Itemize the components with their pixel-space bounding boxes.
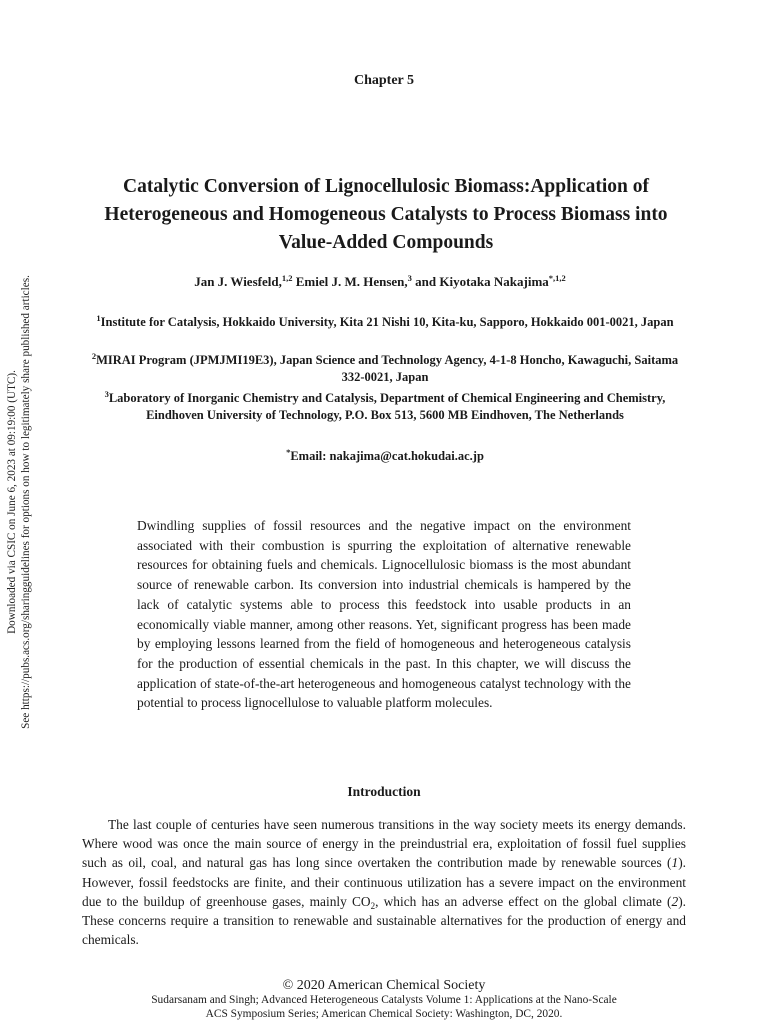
affiliation-number: 3 (104, 389, 109, 399)
affiliation-number: 1 (96, 313, 101, 323)
affiliation-text: Laboratory of Inorganic Chemistry and Catalysis, Department of Chemical Engineering and Chemistry, Eindhoven University of Technology, P.O. Box 513, 5600 MB Eindhoven, The Netherlands (108, 391, 666, 422)
author-name: Kiyotaka Nakajima (439, 274, 549, 289)
affiliation (80, 314, 690, 331)
affiliation (80, 352, 690, 386)
chapter-title: Catalytic Conversion of Lignocellulosic Biomass:Application of Heterogeneous and Homogeneous Catalysts to Process Biomass into Value-Added Compounds (104, 176, 668, 253)
paragraph-text: The last couple of centuries have seen numerous transitions in the way society meets its energy demands. Where wood was once the main source of energy in the preindustrial era, exploitation of fossil fuel supplies such as oil, coal, and natural gas has long since overtaken the contribution made by renewable sources ( (82, 817, 686, 871)
download-notice-line2: See https://pubs.acs.org/sharingguidelines for options on how to legitimately share published articles. (19, 275, 32, 729)
abstract: Dwindling supplies of fossil resources and the negative impact on the environment associated with their combustion is spurring the exploitation of alternative renewable resources for obtaining fuels and chemicals. Lignocellulosic biomass is the most abundant source of renewable carbon. Its conversion into industrial chemicals is hampered by the lack of catalytic systems able to process this feedstock into usable products in an economically viable manner, among other reasons. Yet, significant progress has been made by employing lessons learned from the field of homogeneous and heterogeneous catalysis for the production of essential chemicals in the past. In this chapter, we will discuss the application of state-of-the-art heterogeneous and homogeneous catalyst technology with the potential to process lignocellulose to valuable platform molecules. (137, 518, 631, 711)
affiliation-number: 2 (91, 351, 97, 361)
copyright-line: © 2020 American Chemical Society (282, 978, 486, 993)
citation-line-2: ACS Symposium Series; American Chemical Society: Washington, DC, 2020. (205, 1008, 563, 1020)
corresponding-mark: * (286, 447, 291, 457)
author-list (80, 274, 680, 290)
section-heading: Introduction (347, 784, 421, 799)
reference-citation: 2 (671, 893, 679, 909)
citation-line-1: Sudarsanam and Singh; Advanced Heterogeneous Catalysts Volume 1: Applications at the Nano-Scale (151, 994, 617, 1006)
chapter-label: Chapter 5 (353, 73, 415, 88)
affiliation (80, 390, 690, 424)
paragraph-text: ). However, fossil feedstocks are finite, and their continuous utilization has a severe impact on the environment due to the buildup of greenhouse gases, mainly CO (82, 855, 686, 909)
corresponding-email (80, 449, 690, 464)
paragraph-text: , which has an adverse effect on the global climate ( (375, 893, 672, 909)
author-affiliation-mark: *,1,2 (548, 273, 566, 283)
author-name: Jan J. Wiesfeld, (194, 274, 282, 289)
affiliation-text: MIRAI Program (JPMJMI19E3), Japan Science and Technology Agency, 4-1-8 Honcho, Kawaguchi, Saitama 332-0021, Japan (96, 353, 679, 384)
affiliation-text: Institute for Catalysis, Hokkaido University, Kita 21 Nishi 10, Kita-ku, Sapporo, Hokkaido 001-0021, Japan (100, 315, 674, 329)
download-notice-line1: Downloaded via CSIC on June 6, 2023 at 09:19:00 (UTC). (6, 370, 18, 634)
paragraph-text: ). These concerns require a transition to renewable and sustainable alternatives for the production of energy and chemicals. (82, 893, 686, 948)
author-name: Emiel J. M. Hensen, (295, 274, 408, 289)
author-separator: and (411, 274, 440, 289)
paragraph (82, 815, 686, 949)
reference-citation: 1 (671, 855, 679, 871)
author-affiliation-mark: 3 (407, 273, 412, 283)
subscript: 2 (370, 900, 376, 911)
introduction-body (82, 815, 686, 949)
author-affiliation-mark: 1,2 (281, 273, 293, 283)
email-text: Email: nakajima@cat.hokudai.ac.jp (290, 449, 484, 463)
